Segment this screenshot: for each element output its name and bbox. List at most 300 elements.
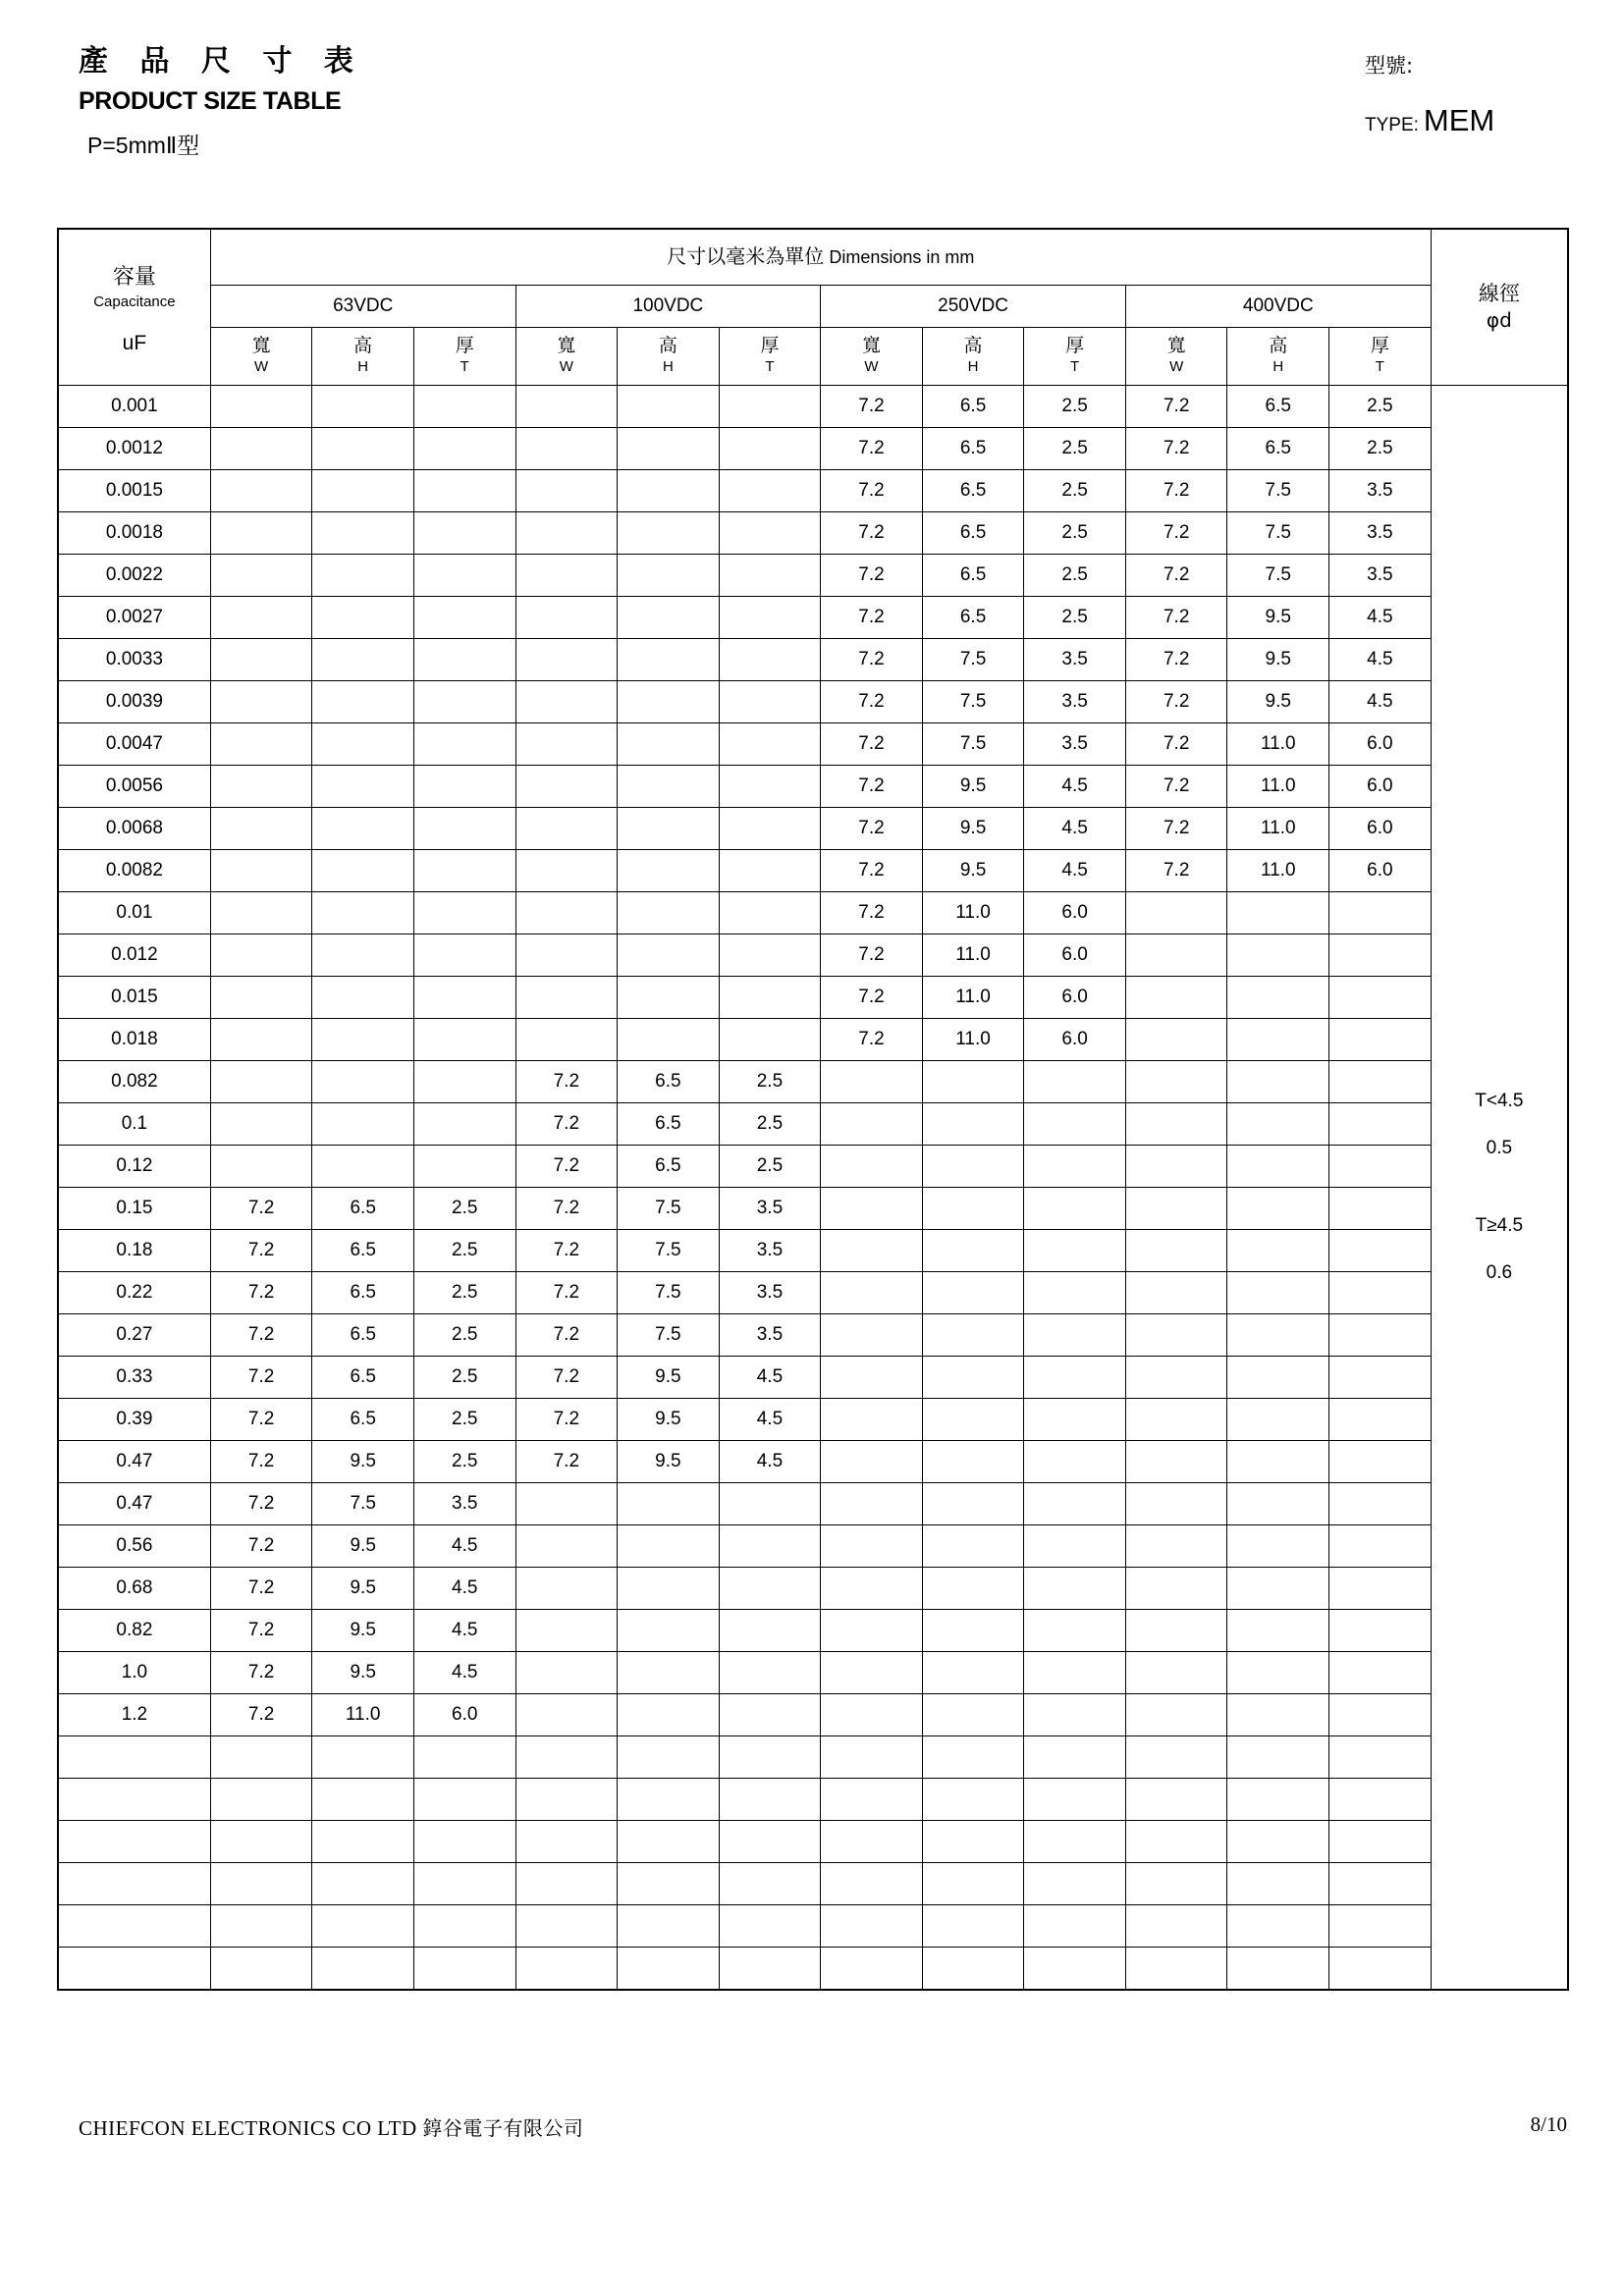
cell-v63-w [210, 977, 312, 1019]
cell-v100-w [515, 892, 618, 934]
cell-v400-h [1227, 1821, 1329, 1863]
cell-v63-h: 6.5 [312, 1188, 414, 1230]
cell-capacitance: 0.0027 [58, 597, 210, 639]
cell-v100-t [719, 1736, 821, 1779]
cell-v400-h: 7.5 [1227, 555, 1329, 597]
cell-v400-t [1329, 1188, 1432, 1230]
cell-v63-t [413, 597, 515, 639]
wire-note: 0.6 [1486, 1261, 1513, 1283]
cell-v100-t: 2.5 [719, 1061, 821, 1103]
cell-v63-w [210, 766, 312, 808]
cell-v250-t: 3.5 [1024, 723, 1126, 766]
cell-v250-t: 6.0 [1024, 934, 1126, 977]
cell-v63-t: 2.5 [413, 1230, 515, 1272]
cell-v250-w: 7.2 [821, 428, 923, 470]
cell-v250-h: 6.5 [922, 386, 1024, 428]
document-footer [0, 2112, 1624, 2152]
table-row [58, 386, 1568, 428]
cell-v250-t [1024, 1779, 1126, 1821]
cell-v400-t: 2.5 [1329, 386, 1432, 428]
cell-v63-h [312, 1948, 414, 1991]
cell-v100-t [719, 555, 821, 597]
table-row [58, 512, 1568, 555]
cell-v63-h [312, 428, 414, 470]
cell-v100-w: 7.2 [515, 1441, 618, 1483]
cell-v63-w: 7.2 [210, 1272, 312, 1314]
cell-v100-t: 3.5 [719, 1230, 821, 1272]
cell-capacitance: 0.0068 [58, 808, 210, 850]
col-header-w-en: W [864, 358, 879, 376]
cell-v400-w: 7.2 [1125, 639, 1227, 681]
cell-capacitance [58, 1821, 210, 1863]
cell-v63-t [413, 681, 515, 723]
cell-v250-w: 7.2 [821, 470, 923, 512]
cell-v100-t: 3.5 [719, 1314, 821, 1357]
cell-v250-w: 7.2 [821, 934, 923, 977]
cell-v100-h [618, 512, 720, 555]
cell-v63-w [210, 639, 312, 681]
cell-v100-w [515, 470, 618, 512]
cell-v63-h: 6.5 [312, 1272, 414, 1314]
table-row [58, 1821, 1568, 1863]
cell-v63-w [210, 470, 312, 512]
cell-v63-t: 2.5 [413, 1399, 515, 1441]
cell-v400-w [1125, 1779, 1227, 1821]
col-header-t-cn: 厚 [1065, 335, 1085, 357]
cell-v100-h: 9.5 [618, 1357, 720, 1399]
cell-v100-w [515, 1694, 618, 1736]
cell-v63-h: 7.5 [312, 1483, 414, 1525]
cell-v100-t [719, 386, 821, 428]
cell-v250-h: 7.5 [922, 639, 1024, 681]
col-header-t [719, 328, 821, 386]
cell-v100-t [719, 977, 821, 1019]
cell-v250-h: 6.5 [922, 512, 1024, 555]
cell-v63-h [312, 512, 414, 555]
cell-v63-t [413, 428, 515, 470]
cell-v100-w [515, 1779, 618, 1821]
cell-v100-t [719, 723, 821, 766]
cell-v100-w [515, 1863, 618, 1905]
cell-v63-t: 2.5 [413, 1272, 515, 1314]
table-head-row-3 [58, 328, 1568, 386]
cell-v400-h [1227, 1272, 1329, 1314]
cell-v100-w [515, 1736, 618, 1779]
cell-v400-t [1329, 934, 1432, 977]
cell-v100-h: 6.5 [618, 1103, 720, 1146]
table-head-row-1 [58, 229, 1568, 286]
cell-v250-h: 9.5 [922, 808, 1024, 850]
wire-diameter-symbol: φd [1486, 307, 1512, 332]
cell-v100-t: 3.5 [719, 1188, 821, 1230]
table-head [58, 229, 1568, 386]
cell-capacitance: 0.47 [58, 1441, 210, 1483]
cell-capacitance: 0.12 [58, 1146, 210, 1188]
col-header-h [922, 328, 1024, 386]
cell-v63-h [312, 597, 414, 639]
cell-v100-t [719, 766, 821, 808]
col-header-w-cn: 寬 [557, 335, 576, 357]
cell-v100-t [719, 1779, 821, 1821]
cell-v100-w [515, 639, 618, 681]
col-header-h-cn: 高 [353, 335, 373, 357]
cell-v63-t: 3.5 [413, 1483, 515, 1525]
cell-v250-t [1024, 1610, 1126, 1652]
cell-v400-h [1227, 1188, 1329, 1230]
cell-v400-w: 7.2 [1125, 681, 1227, 723]
cell-v63-h [312, 977, 414, 1019]
cell-v63-t: 6.0 [413, 1694, 515, 1736]
cell-v100-t: 4.5 [719, 1399, 821, 1441]
cell-v63-t [413, 555, 515, 597]
cell-v63-t [413, 1146, 515, 1188]
cell-v63-t [413, 723, 515, 766]
cell-v63-t [413, 1779, 515, 1821]
cell-v63-h [312, 1146, 414, 1188]
cell-v400-w [1125, 1272, 1227, 1314]
cell-v63-w: 7.2 [210, 1399, 312, 1441]
cell-v400-h: 11.0 [1227, 723, 1329, 766]
cell-v100-h [618, 1019, 720, 1061]
cell-v250-h [922, 1863, 1024, 1905]
cell-v250-w [821, 1948, 923, 1991]
cell-v63-w [210, 1905, 312, 1948]
cell-v100-h [618, 555, 720, 597]
cell-v400-h [1227, 1905, 1329, 1948]
cell-v250-w: 7.2 [821, 808, 923, 850]
cell-v400-w [1125, 1441, 1227, 1483]
cell-v63-w [210, 934, 312, 977]
cell-capacitance: 0.15 [58, 1188, 210, 1230]
cell-v250-h [922, 1357, 1024, 1399]
cell-capacitance: 0.015 [58, 977, 210, 1019]
cell-v63-h [312, 1863, 414, 1905]
cell-v100-h [618, 892, 720, 934]
col-header-h-en: H [357, 358, 369, 376]
col-header-w-en: W [254, 358, 269, 376]
cell-v250-h: 6.5 [922, 555, 1024, 597]
cell-v63-t: 4.5 [413, 1568, 515, 1610]
cell-v100-w [515, 555, 618, 597]
cell-v100-h [618, 1948, 720, 1991]
cell-v400-t [1329, 1821, 1432, 1863]
cell-v100-t: 3.5 [719, 1272, 821, 1314]
wire-note: T<4.5 [1475, 1090, 1524, 1111]
cell-v100-w: 7.2 [515, 1314, 618, 1357]
cell-v250-w: 7.2 [821, 1019, 923, 1061]
cell-v63-t: 4.5 [413, 1525, 515, 1568]
cell-v400-t: 4.5 [1329, 681, 1432, 723]
cell-v250-t: 4.5 [1024, 766, 1126, 808]
col-header-h-en: H [662, 358, 674, 376]
cell-v400-w [1125, 1948, 1227, 1991]
cell-v100-t [719, 1483, 821, 1525]
cell-v63-h [312, 1779, 414, 1821]
cell-v400-w [1125, 1652, 1227, 1694]
cell-v63-w: 7.2 [210, 1188, 312, 1230]
cell-v250-t [1024, 1821, 1126, 1863]
document-header [0, 44, 1624, 194]
cell-v100-w [515, 597, 618, 639]
col-header-w-en: W [1169, 358, 1184, 376]
cell-v400-h [1227, 1019, 1329, 1061]
col-header-t-en: T [460, 358, 469, 376]
wire-note-group [1432, 1078, 1567, 1298]
cell-v250-t [1024, 1863, 1126, 1905]
cell-v250-h: 6.5 [922, 428, 1024, 470]
cell-v250-t [1024, 1146, 1126, 1188]
cell-v250-h [922, 1103, 1024, 1146]
cell-v400-w: 7.2 [1125, 597, 1227, 639]
cell-v400-t [1329, 892, 1432, 934]
table-row [58, 1905, 1568, 1948]
table-row [58, 639, 1568, 681]
col-header-w [515, 328, 618, 386]
table-row [58, 1146, 1568, 1188]
cell-v63-h [312, 1019, 414, 1061]
wire-note: 0.5 [1486, 1138, 1513, 1159]
type-line [1365, 103, 1600, 138]
cell-v250-w [821, 1441, 923, 1483]
cell-v100-h: 7.5 [618, 1314, 720, 1357]
cell-v100-w [515, 386, 618, 428]
cell-v400-w [1125, 1357, 1227, 1399]
cell-v400-t: 6.0 [1329, 808, 1432, 850]
cell-v400-h [1227, 1314, 1329, 1357]
cell-capacitance: 0.68 [58, 1568, 210, 1610]
cell-v100-w [515, 428, 618, 470]
cell-v100-h [618, 639, 720, 681]
cell-v63-h [312, 1061, 414, 1103]
cell-capacitance: 0.47 [58, 1483, 210, 1525]
cell-v250-t: 6.0 [1024, 1019, 1126, 1061]
cell-v250-h [922, 1905, 1024, 1948]
cell-v250-h [922, 1146, 1024, 1188]
wire-note-spacer [1432, 1173, 1567, 1202]
cell-v400-t: 2.5 [1329, 428, 1432, 470]
cell-v400-h: 11.0 [1227, 850, 1329, 892]
cell-v400-h: 6.5 [1227, 386, 1329, 428]
cell-v63-w [210, 850, 312, 892]
cell-v100-w [515, 766, 618, 808]
capacitance-header-cn: 容量 [112, 264, 156, 290]
voltage-header-100vdc: 100VDC [515, 286, 821, 328]
table-row [58, 597, 1568, 639]
dimensions-header-en: Dimensions in mm [829, 247, 975, 268]
cell-v250-w [821, 1146, 923, 1188]
footer-page-number: 8/10 [1530, 2112, 1567, 2136]
cell-v100-w [515, 1525, 618, 1568]
cell-v100-t [719, 1568, 821, 1610]
cell-v100-w [515, 1568, 618, 1610]
cell-v63-h: 6.5 [312, 1230, 414, 1272]
cell-capacitance: 0.39 [58, 1399, 210, 1441]
cell-v63-h [312, 681, 414, 723]
col-header-w-en: W [559, 358, 573, 376]
footer-company-cn: 錞谷電子有限公司 [422, 2116, 584, 2140]
cell-capacitance: 0.0015 [58, 470, 210, 512]
cell-v400-w [1125, 1061, 1227, 1103]
table-row [58, 1061, 1568, 1103]
table-row [58, 1863, 1568, 1905]
cell-v63-t [413, 892, 515, 934]
cell-v400-h [1227, 1694, 1329, 1736]
cell-v63-h [312, 1821, 414, 1863]
cell-v400-h [1227, 1399, 1329, 1441]
col-header-h [312, 328, 414, 386]
cell-v63-h [312, 808, 414, 850]
cell-v100-t [719, 597, 821, 639]
cell-v100-h: 9.5 [618, 1441, 720, 1483]
table-row [58, 470, 1568, 512]
cell-v63-t [413, 1019, 515, 1061]
cell-v63-w: 7.2 [210, 1230, 312, 1272]
cell-v250-w [821, 1230, 923, 1272]
cell-v400-t [1329, 1694, 1432, 1736]
cell-v100-h [618, 850, 720, 892]
cell-v250-h [922, 1441, 1024, 1483]
cell-v250-h: 9.5 [922, 850, 1024, 892]
cell-v63-w: 7.2 [210, 1610, 312, 1652]
cell-v250-h [922, 1399, 1024, 1441]
cell-capacitance [58, 1863, 210, 1905]
cell-v100-t [719, 639, 821, 681]
cell-v63-w: 7.2 [210, 1652, 312, 1694]
header-right-block [1365, 55, 1600, 138]
table-row [58, 555, 1568, 597]
cell-v63-h [312, 555, 414, 597]
cell-v250-t: 4.5 [1024, 850, 1126, 892]
cell-v250-h [922, 1568, 1024, 1610]
cell-v250-h: 9.5 [922, 766, 1024, 808]
cell-v100-w: 7.2 [515, 1230, 618, 1272]
cell-v100-t [719, 850, 821, 892]
col-header-h-cn: 高 [1269, 335, 1288, 357]
cell-v250-t [1024, 1357, 1126, 1399]
cell-v400-w: 7.2 [1125, 808, 1227, 850]
table-row [58, 1441, 1568, 1483]
voltage-header-400vdc: 400VDC [1125, 286, 1431, 328]
cell-v400-t [1329, 1230, 1432, 1272]
cell-v63-h: 6.5 [312, 1357, 414, 1399]
cell-v400-t [1329, 1863, 1432, 1905]
cell-v400-t [1329, 1568, 1432, 1610]
voltage-header-250vdc: 250VDC [821, 286, 1126, 328]
cell-v400-t [1329, 1146, 1432, 1188]
cell-v400-h: 7.5 [1227, 470, 1329, 512]
cell-capacitance: 0.0012 [58, 428, 210, 470]
cell-v100-h: 7.5 [618, 1272, 720, 1314]
cell-v250-t [1024, 1399, 1126, 1441]
col-header-w [210, 328, 312, 386]
cell-v250-w [821, 1399, 923, 1441]
wire-diameter-header [1431, 229, 1568, 386]
cell-v400-w [1125, 1863, 1227, 1905]
cell-v63-w: 7.2 [210, 1483, 312, 1525]
wire-diameter-header-cn: 線徑 [1478, 282, 1520, 306]
cell-v400-w [1125, 1314, 1227, 1357]
cell-v100-h [618, 1610, 720, 1652]
cell-v400-w [1125, 1610, 1227, 1652]
cell-v63-w: 7.2 [210, 1357, 312, 1399]
cell-capacitance: 0.1 [58, 1103, 210, 1146]
cell-capacitance: 0.0022 [58, 555, 210, 597]
cell-v100-w: 7.2 [515, 1399, 618, 1441]
cell-v400-t [1329, 977, 1432, 1019]
cell-v250-t [1024, 1103, 1126, 1146]
col-header-w-cn: 寬 [1166, 335, 1186, 357]
cell-v250-h [922, 1779, 1024, 1821]
dimensions-header-cn: 尺寸以毫米為單位 [667, 244, 825, 269]
cell-v400-h [1227, 1568, 1329, 1610]
cell-v250-t [1024, 1188, 1126, 1230]
cell-v63-t [413, 639, 515, 681]
cell-v63-t [413, 1103, 515, 1146]
cell-v63-w [210, 892, 312, 934]
cell-v63-t: 4.5 [413, 1610, 515, 1652]
cell-v63-w [210, 1863, 312, 1905]
cell-v400-t [1329, 1779, 1432, 1821]
cell-v250-w: 7.2 [821, 681, 923, 723]
cell-v250-w: 7.2 [821, 766, 923, 808]
table-row [58, 1948, 1568, 1991]
cell-v100-h [618, 1863, 720, 1905]
cell-v63-h: 9.5 [312, 1441, 414, 1483]
cell-v100-t [719, 1610, 821, 1652]
col-header-h-en: H [1272, 358, 1284, 376]
cell-v400-t [1329, 1272, 1432, 1314]
cell-v400-w: 7.2 [1125, 723, 1227, 766]
cell-v63-h [312, 386, 414, 428]
col-header-t-cn: 厚 [455, 335, 474, 357]
cell-v400-t [1329, 1357, 1432, 1399]
cell-v250-h [922, 1188, 1024, 1230]
cell-v100-h [618, 681, 720, 723]
cell-v250-w: 7.2 [821, 386, 923, 428]
cell-v100-h [618, 1905, 720, 1948]
cell-v250-t: 2.5 [1024, 512, 1126, 555]
cell-capacitance: 0.082 [58, 1061, 210, 1103]
cell-v400-t [1329, 1019, 1432, 1061]
cell-capacitance: 0.0047 [58, 723, 210, 766]
cell-v250-t: 3.5 [1024, 681, 1126, 723]
col-header-h [618, 328, 720, 386]
cell-v63-w [210, 512, 312, 555]
cell-v250-h [922, 1948, 1024, 1991]
col-header-h-cn: 高 [963, 335, 983, 357]
cell-v250-t [1024, 1694, 1126, 1736]
cell-v100-h [618, 386, 720, 428]
cell-v100-t: 4.5 [719, 1441, 821, 1483]
cell-v250-w: 7.2 [821, 892, 923, 934]
type-value: MEM [1423, 103, 1495, 138]
cell-v100-h [618, 723, 720, 766]
cell-v63-t [413, 512, 515, 555]
cell-v63-w [210, 555, 312, 597]
cell-v250-w [821, 1694, 923, 1736]
cell-v400-h: 11.0 [1227, 766, 1329, 808]
cell-v400-t [1329, 1061, 1432, 1103]
col-header-h [1227, 328, 1329, 386]
cell-v250-t: 2.5 [1024, 555, 1126, 597]
cell-v100-w [515, 723, 618, 766]
cell-capacitance: 0.0056 [58, 766, 210, 808]
col-header-t [1024, 328, 1126, 386]
cell-v100-w: 7.2 [515, 1061, 618, 1103]
cell-v400-w: 7.2 [1125, 766, 1227, 808]
cell-v100-h [618, 1736, 720, 1779]
table-row [58, 1357, 1568, 1399]
